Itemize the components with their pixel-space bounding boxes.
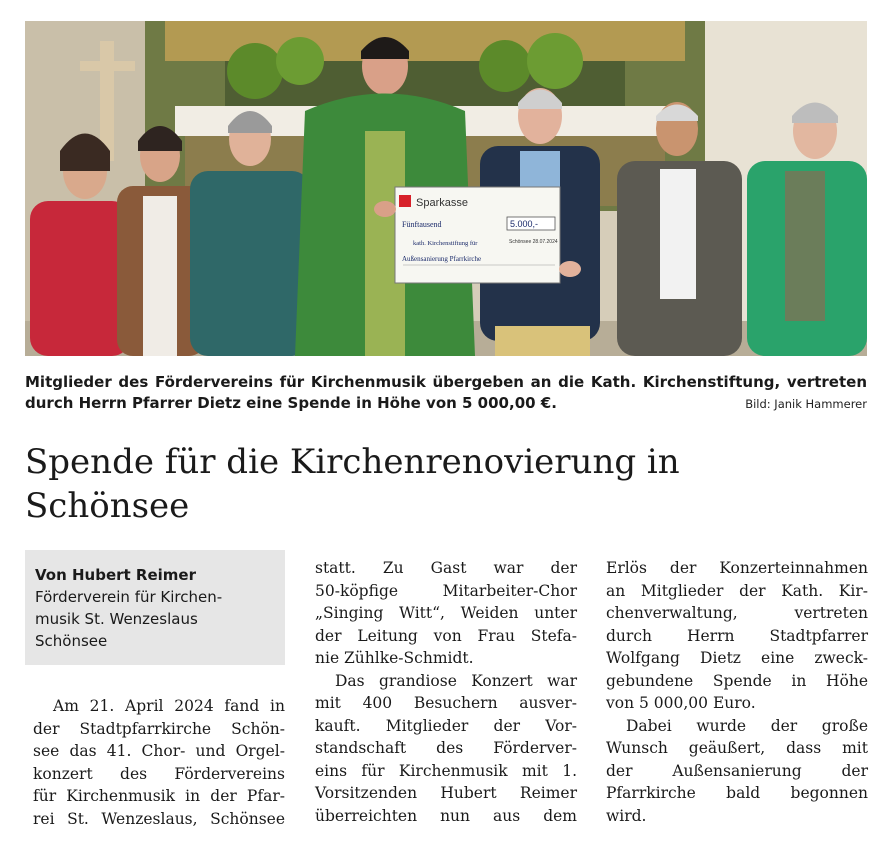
text-line: Wolfgang Dietz eine zweck- (606, 649, 868, 667)
text-line: mit 400 Besuchern ausver- (315, 694, 577, 712)
text-line: nie Zühlke-Schmidt. (315, 649, 474, 667)
photo-caption: Mitglieder des Fördervereins für Kirchenmusik übergeben an die Kath. Kirchenstiftung, vertreten durch Herrn Pfarrer Dietz eine Spende in Höhe von 5 000,00 €. (25, 373, 867, 412)
text-line: Dabei wurde der große (626, 716, 868, 735)
cheque-payee-line2: Außensanierung Pfarrkirche (402, 255, 482, 263)
headline-line-2: Schönsee (25, 486, 190, 526)
text-line: rei St. Wenzeslaus, Schönsee (33, 809, 285, 828)
photo-image (25, 21, 867, 356)
text-line: der Leitung von Frau Stefa- (315, 626, 577, 645)
text-line: überreichten nun aus dem (315, 806, 577, 825)
paragraph-2 (315, 670, 577, 828)
author-box (25, 550, 285, 665)
text-line: der Außensanierung der (606, 761, 868, 780)
text-line: „Singing Witt“, Weiden unter (315, 604, 577, 622)
text-line: statt. Zu Gast war der (315, 559, 577, 577)
photo-credit: Bild: Janik Hammerer (745, 397, 867, 411)
text-line: see das 41. Chor- und Orgel- (33, 742, 285, 760)
text-line: der Stadtpfarrkirche Schön- (33, 719, 285, 738)
text-line: von 5 000,00 Euro. (606, 694, 756, 712)
cheque-board (395, 187, 560, 283)
article-photo (25, 21, 867, 356)
author-org-line-3: Schönsee (35, 632, 108, 650)
text-line: durch Herrn Stadtpfarrer (606, 626, 868, 645)
text-line: für Kirchenmusik in der Pfar- (33, 787, 285, 805)
headline-line-1: Spende für die Kirchenrenovierung in (25, 442, 680, 482)
author-org-line-1: Förderverein für Kirchen- (35, 588, 223, 606)
paragraph-3 (606, 715, 868, 828)
text-line: 50-köpfige Mitarbeiter-Chor (315, 581, 577, 600)
author-org-line-2: musik St. Wenzeslaus (35, 610, 198, 628)
text-line: an Mitglieder der Kath. Kir- (606, 581, 868, 600)
text-line: Wunsch geäußert, dass mit (606, 739, 868, 757)
article-column-1 (33, 695, 285, 830)
author-name: Von Hubert Reimer (35, 566, 196, 584)
text-line: kauft. Mitglieder der Vor- (315, 716, 577, 735)
text-line: chenverwaltung, vertreten (606, 604, 868, 622)
text-line: eins für Kirchenmusik mit 1. (315, 761, 577, 780)
cheque-bank-text: Sparkasse (416, 197, 468, 209)
text-line: konzert des Fördervereins (33, 764, 285, 783)
text-line: wird. (606, 806, 647, 825)
article-column-3 (606, 557, 868, 827)
text-line: Am 21. April 2024 fand in (53, 697, 285, 715)
cheque-place-date: Schönsee 28.07.2024 (509, 239, 558, 245)
text-line: gebundene Spende in Höhe (606, 671, 868, 690)
cheque-words-text: Fünftausend (402, 220, 442, 229)
article-headline (25, 440, 867, 528)
cheque-amount-text: 5.000,- (510, 219, 539, 229)
paragraph-1-continued (315, 557, 577, 670)
text-line: Erlös der Konzerteinnahmen (606, 559, 868, 577)
article-column-2 (315, 557, 577, 827)
cheque-payee-line1: kath. Kirchenstiftung für (413, 240, 478, 247)
text-line: Vorsitzenden Hubert Reimer (315, 784, 577, 802)
paragraph-2-continued (606, 557, 868, 715)
text-line: Pfarrkirche bald begonnen (606, 784, 868, 802)
text-line: Das grandiose Konzert war (335, 671, 577, 690)
text-line: standschaft des Förderver- (315, 739, 577, 757)
paragraph-1 (33, 695, 285, 830)
